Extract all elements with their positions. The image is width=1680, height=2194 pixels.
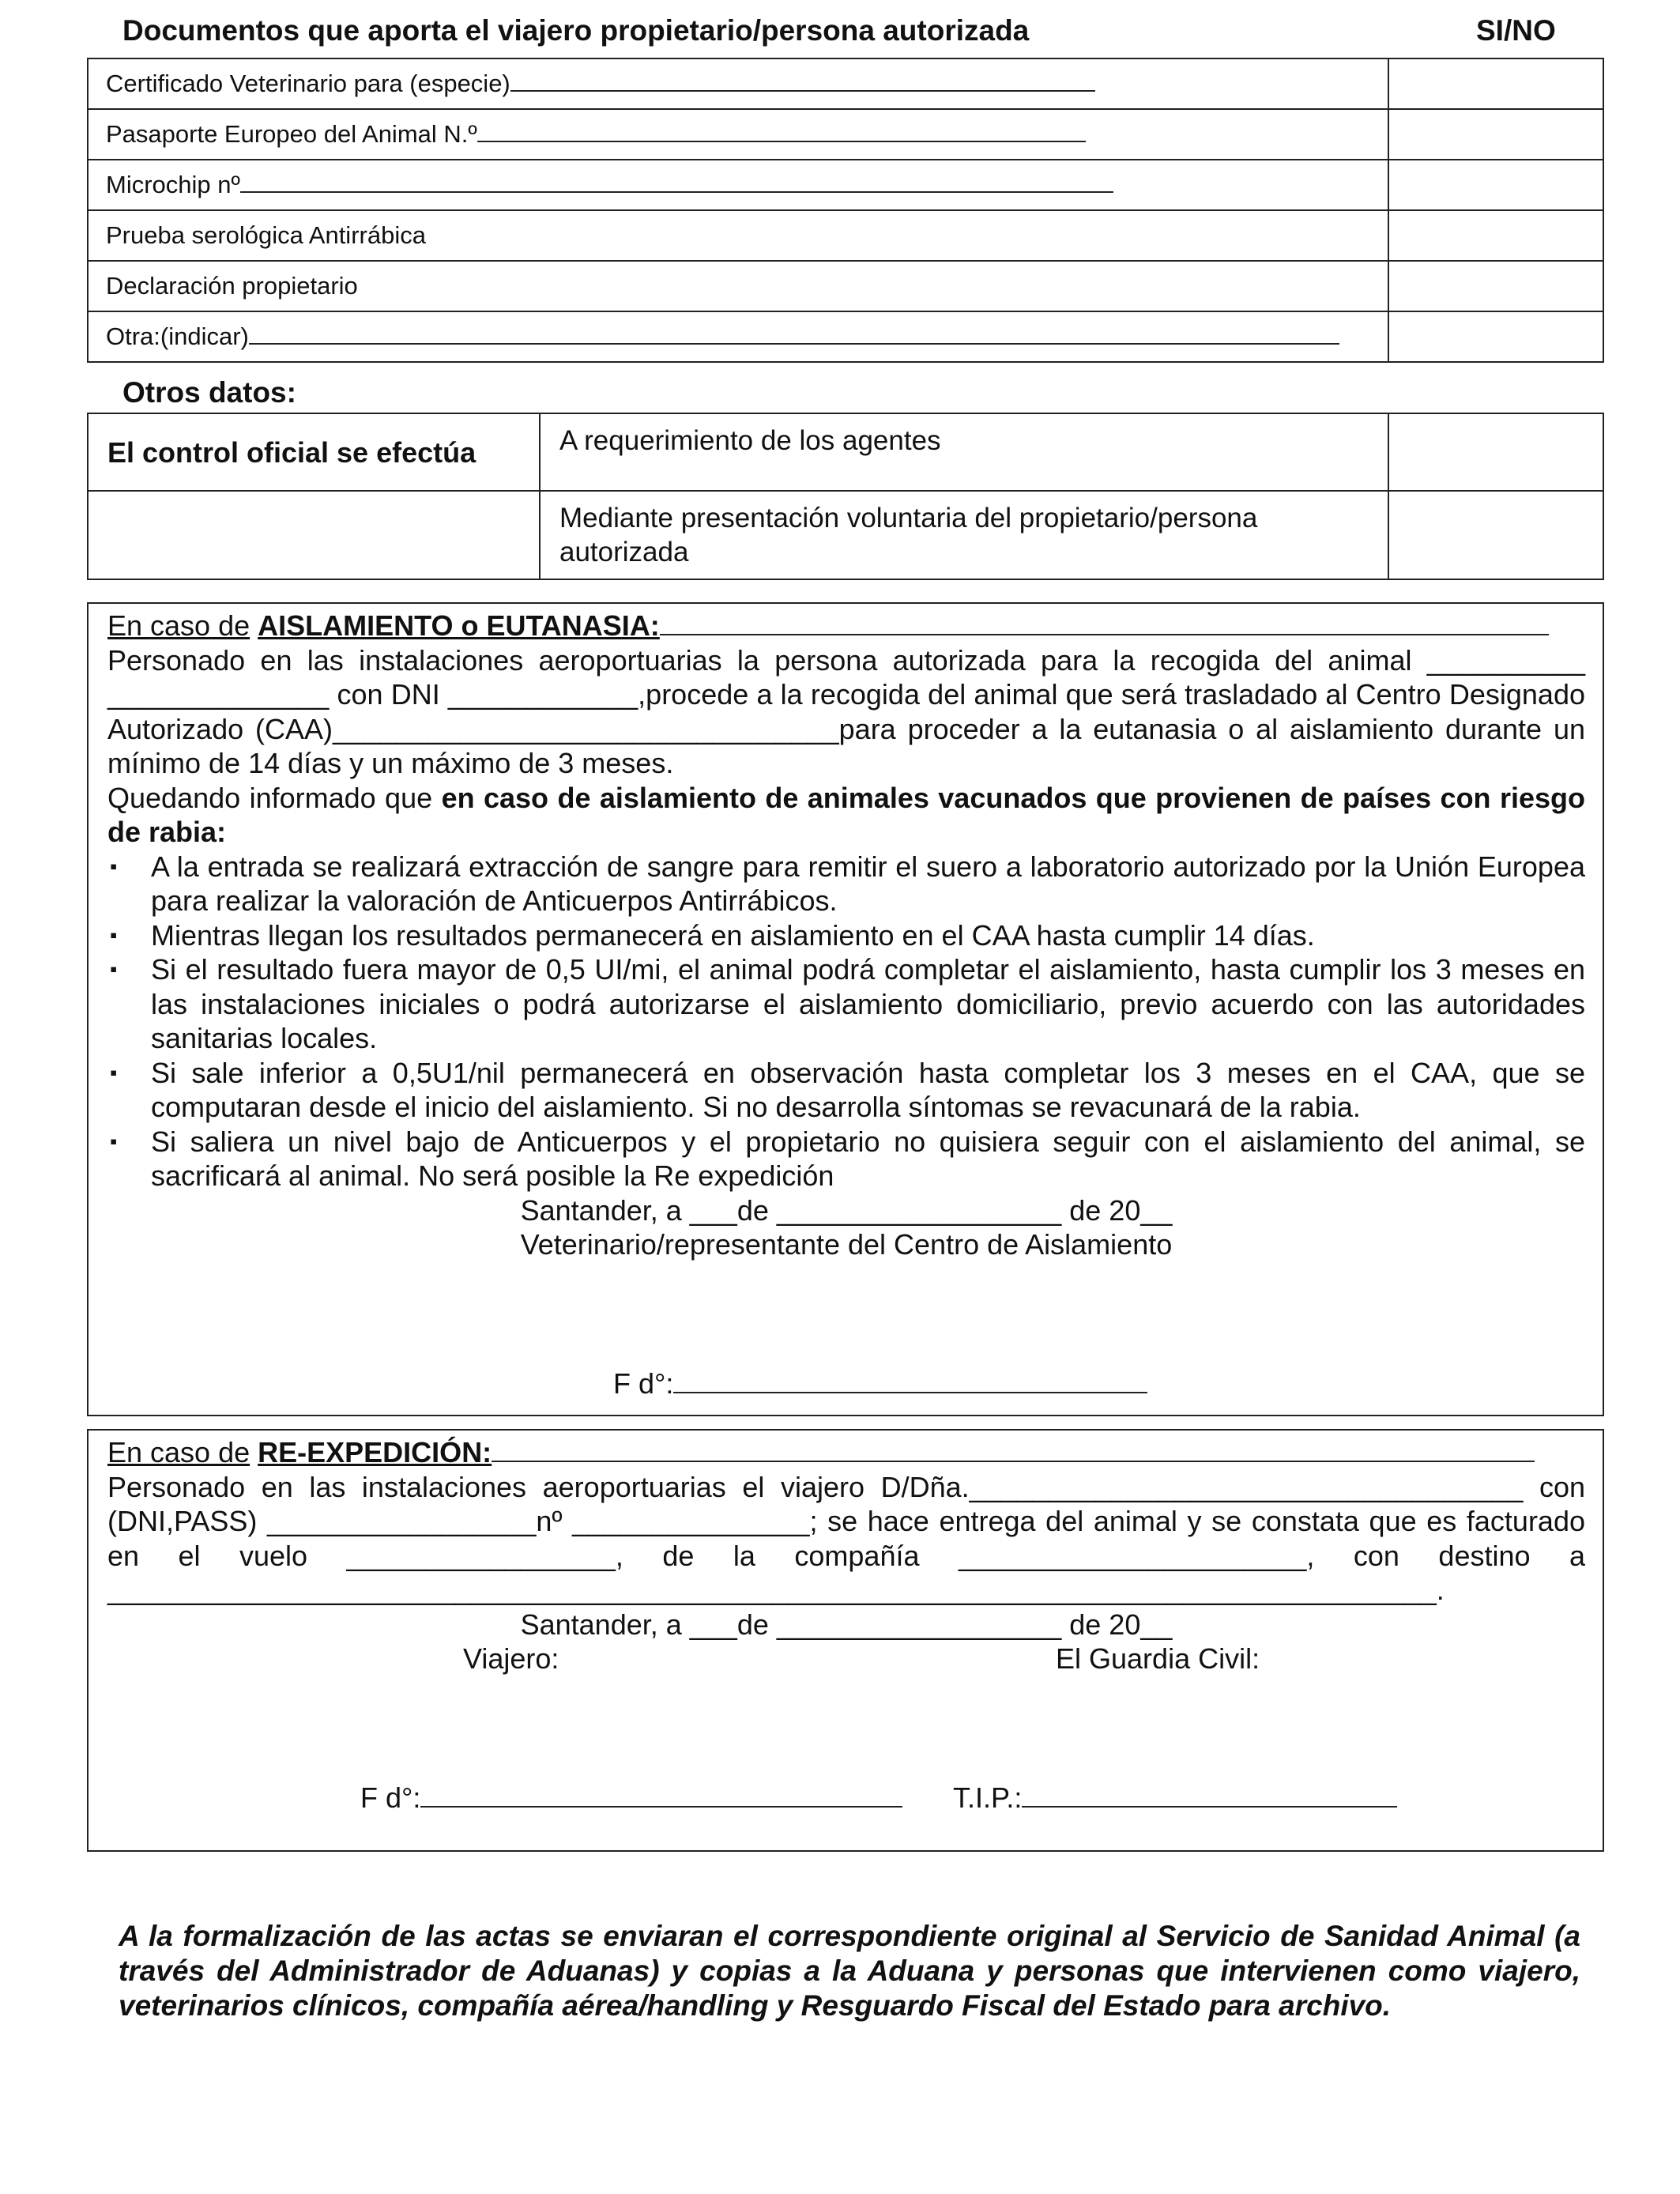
list-item: ▪ Si el resultado fuera mayor de 0,5 UI/mi, el animal podrá completar el aislamiento, hasta cumplir los 3 meses en las instalaciones iniciales o podrá autorizarse el aislamiento domiciliario, previo acuerdo con las autoridades sanitarias locales.: [151, 952, 1585, 1056]
aislamiento-date-line: Santander, a ___de __________________ de 20__: [520, 1193, 1173, 1227]
control-table: [87, 413, 1604, 580]
si-no-column-header: SI/NO: [1476, 14, 1556, 47]
blank-line[interactable]: [477, 120, 1086, 142]
aislamiento-paragraph: Personado en las instalaciones aeroportuarias la persona autorizada para la recogida del animal __________ ______________ con DNI ____________,procede a la recogida del animal que será trasladado al Centro Designado Autorizado (CAA)________________________________para proceder a la eutanasia o al aislamiento durante un mínimo de 14 días y un máximo de 3 meses.: [107, 643, 1585, 779]
si-no-cell[interactable]: [1388, 160, 1603, 210]
aislamiento-warning: Quedando informado que en caso de aislamiento de animales vacunados que provienen de países con riesgo de rabia:: [107, 781, 1585, 848]
reexpedicion-date-line: Santander, a ___de __________________ de 20__: [520, 1608, 1173, 1641]
blank-line[interactable]: [510, 70, 1095, 92]
signature-line[interactable]: [673, 1365, 1147, 1393]
reexpedicion-section: [87, 1429, 1604, 1852]
si-no-cell[interactable]: [1388, 311, 1603, 362]
blank-line[interactable]: [249, 322, 1339, 345]
si-no-cell[interactable]: [1388, 109, 1603, 160]
table-row: [88, 311, 1603, 362]
control-option-agentes: A requerimiento de los agentes: [559, 425, 941, 456]
si-no-cell[interactable]: [1388, 58, 1603, 109]
control-check-cell[interactable]: [1388, 413, 1603, 491]
aislamiento-firma-label: F d°:: [613, 1367, 674, 1400]
si-no-cell[interactable]: [1388, 210, 1603, 261]
documents-table: [87, 58, 1604, 363]
aislamiento-section: [87, 602, 1604, 1416]
tip-line[interactable]: [1022, 1779, 1397, 1808]
document-label-otra: Otra:(indicar): [106, 322, 249, 350]
footer-note: A la formalización de las actas se enviaran el correspondiente original al Servicio de Sanidad Animal (a través del Administrador de Aduanas) y copias a la Aduana y personas que intervienen como viajero, veterinarios clínicos, compañía aérea/handling y Resguardo Fiscal del Estado para archivo.: [119, 1920, 1580, 2022]
table-row: [88, 210, 1603, 261]
list-item: ▪ Si saliera un nivel bajo de Anticuerpos y el propietario no quisiera seguir con el aislamiento del animal, se sacrificará al animal. No será posible la Re expedición: [151, 1125, 1585, 1193]
control-check-cell[interactable]: [1388, 491, 1603, 579]
aislamiento-signer: Veterinario/representante del Centro de Aislamiento: [520, 1228, 1173, 1261]
table-row: [88, 109, 1603, 160]
table-row: [88, 160, 1603, 210]
reexpedicion-caption: En caso de RE-EXPEDICIÓN:: [107, 1435, 1585, 1470]
control-label: El control oficial se efectúa: [107, 436, 477, 469]
signature-line[interactable]: [420, 1779, 902, 1808]
table-row: [88, 413, 1603, 491]
blank-line[interactable]: [240, 171, 1113, 193]
reexpedicion-paragraph: Personado en las instalaciones aeroportuarias el viajero D/Dña.___________________________________ con (DNI,PASS) _________________nº _______________; se hace entrega del animal y se constata que es facturado en el vuelo _________________, de la compañía ______________________, con destino a ____________________________________________________________________________________.: [107, 1470, 1585, 1606]
document-label-pasaporte: Pasaporte Europeo del Animal N.º: [106, 120, 477, 148]
aislamiento-bullets: [107, 850, 1585, 1193]
tip-label: T.I.P.:: [953, 1781, 1023, 1814]
document-label-serologica: Prueba serológica Antirrábica: [106, 221, 426, 249]
si-no-cell[interactable]: [1388, 261, 1603, 311]
control-option-voluntaria: Mediante presentación voluntaria del propietario/persona autorizada: [559, 503, 1258, 567]
document-label-declaracion: Declaración propietario: [106, 272, 358, 300]
table-row: [88, 261, 1603, 311]
list-item: ▪ Si sale inferior a 0,5U1/nil permanecerá en observación hasta completar los 3 meses en el CAA, que se computaran desde el inicio del aislamiento. Si no desarrolla síntomas se revacunará de la rabia.: [151, 1056, 1585, 1125]
aislamiento-caption: En caso de AISLAMIENTO o EUTANASIA:: [107, 609, 1585, 643]
blank-line: [492, 1440, 1535, 1462]
list-item: ▪ Mientras llegan los resultados permanecerá en aislamiento en el CAA hasta cumplir 14 días.: [151, 918, 1585, 953]
list-item: ▪ A la entrada se realizará extracción de sangre para remitir el suero a laboratorio autorizado por la Unión Europea para realizar la valoración de Anticuerpos Antirrábicos.: [151, 850, 1585, 918]
document-label-certificado: Certificado Veterinario para (especie): [106, 70, 510, 97]
viajero-label: Viajero:: [463, 1642, 559, 1675]
document-label-microchip: Microchip nº: [106, 171, 240, 198]
blank-line: [660, 613, 1549, 635]
viajero-firma-label: F d°:: [360, 1781, 421, 1814]
otros-datos-title: Otros datos:: [122, 376, 296, 409]
documents-header-title: Documentos que aporta el viajero propietario/persona autorizada: [122, 14, 1030, 47]
guardia-civil-label: El Guardia Civil:: [1056, 1642, 1260, 1675]
table-row: [88, 491, 1603, 579]
table-row: [88, 58, 1603, 109]
